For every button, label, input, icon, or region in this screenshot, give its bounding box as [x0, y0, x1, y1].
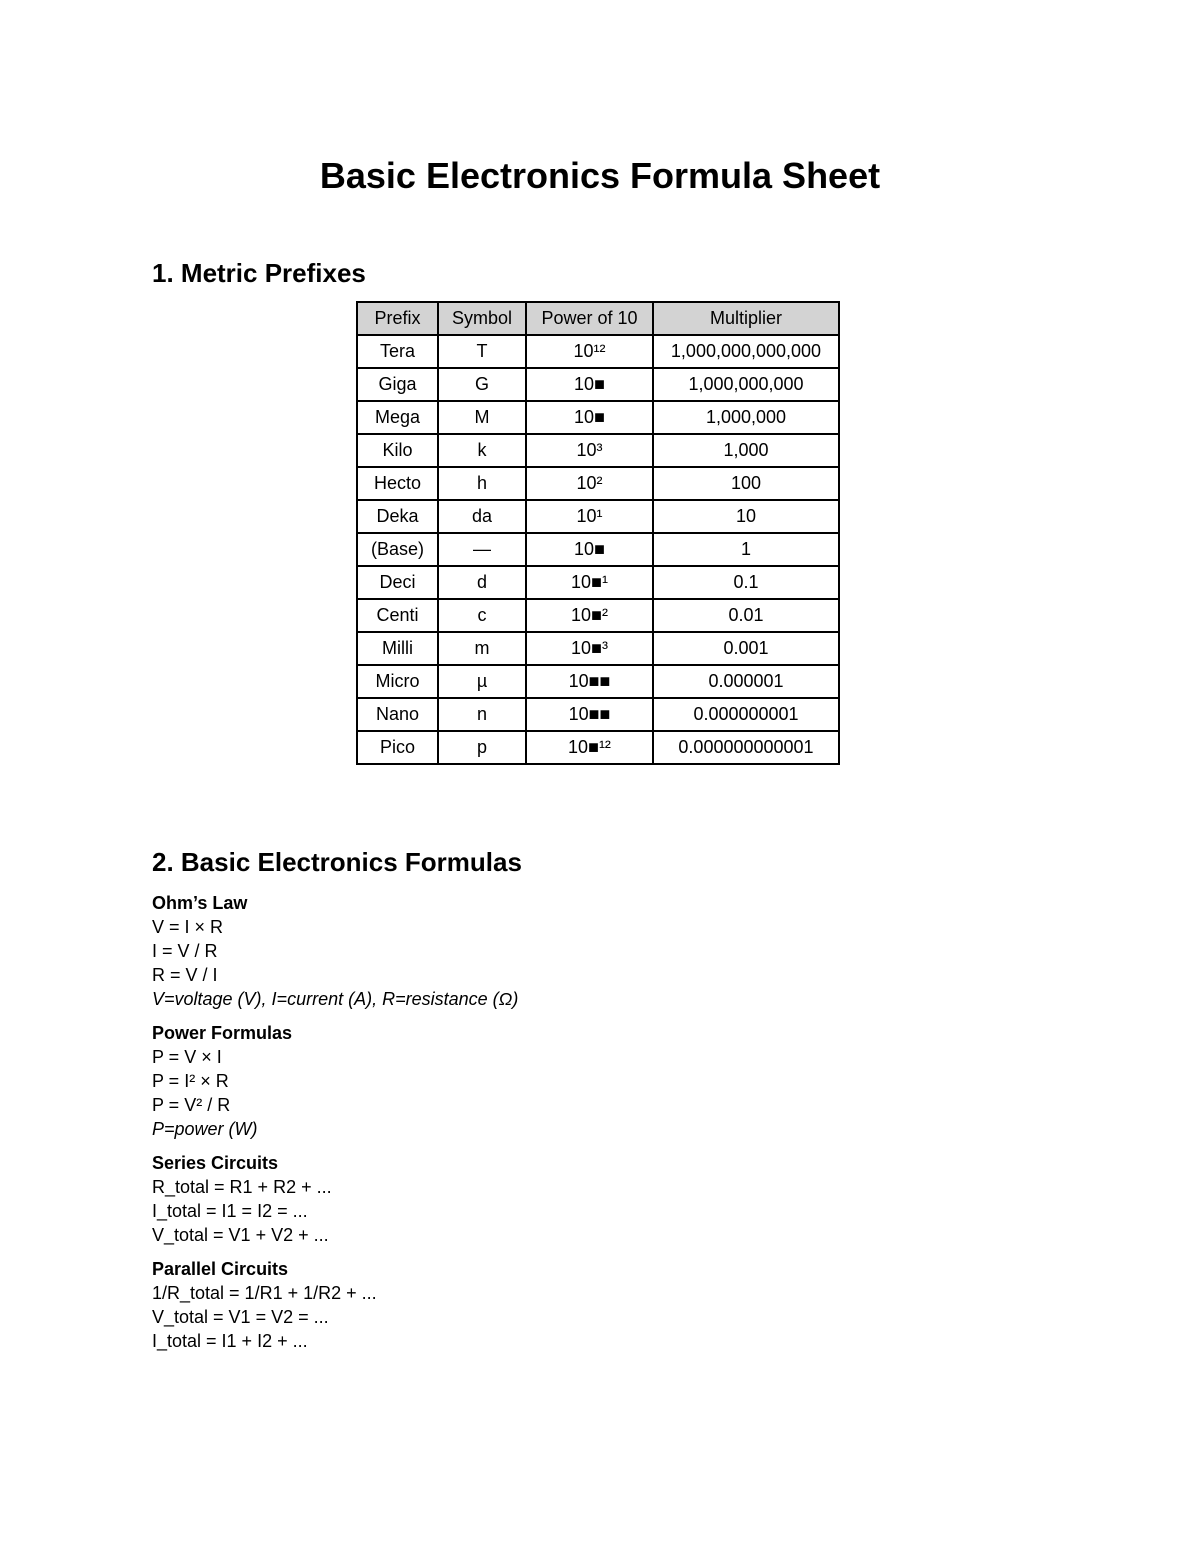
column-header-symbol: Symbol: [438, 302, 526, 335]
power-cell: 10■■: [526, 698, 653, 731]
multiplier-cell: 10: [653, 500, 839, 533]
formula-line: P = V² / R: [152, 1095, 231, 1115]
multiplier-cell: 0.000000000001: [653, 731, 839, 764]
power-cell: 10³: [526, 434, 653, 467]
prefix-cell: Giga: [357, 368, 438, 401]
table-row: [357, 731, 839, 764]
power-cell: 10■: [526, 533, 653, 566]
power-cell: 10■: [526, 368, 653, 401]
formula-group: [152, 891, 1052, 1011]
prefix-cell: Deci: [357, 566, 438, 599]
formula-line: V_total = V1 + V2 + ...: [152, 1225, 329, 1245]
column-header-multiplier: Multiplier: [653, 302, 839, 335]
formula-line: P = V × I: [152, 1047, 222, 1067]
power-cell: 10■³: [526, 632, 653, 665]
table-body: [357, 335, 839, 764]
multiplier-cell: 0.001: [653, 632, 839, 665]
prefix-cell: (Base): [357, 533, 438, 566]
power-cell: 10■¹: [526, 566, 653, 599]
table-row: [357, 533, 839, 566]
symbol-cell: d: [438, 566, 526, 599]
prefix-cell: Kilo: [357, 434, 438, 467]
prefix-cell: Deka: [357, 500, 438, 533]
section-heading-formulas: 2. Basic Electronics Formulas: [152, 847, 522, 877]
symbol-cell: n: [438, 698, 526, 731]
formula-line: I_total = I1 = I2 = ...: [152, 1201, 308, 1221]
formula-group-title: Power Formulas: [152, 1023, 293, 1043]
formula-line: I = V / R: [152, 941, 218, 961]
multiplier-cell: 1,000: [653, 434, 839, 467]
table-row: [357, 665, 839, 698]
multiplier-cell: 0.1: [653, 566, 839, 599]
table-header-row: [357, 302, 839, 335]
power-cell: 10²: [526, 467, 653, 500]
prefix-cell: Micro: [357, 665, 438, 698]
table-row: [357, 566, 839, 599]
symbol-cell: µ: [438, 665, 526, 698]
multiplier-cell: 1,000,000,000: [653, 368, 839, 401]
table-row: [357, 401, 839, 434]
table-row: [357, 467, 839, 500]
column-header-power: Power of 10: [526, 302, 653, 335]
prefix-cell: Hecto: [357, 467, 438, 500]
power-cell: 10■: [526, 401, 653, 434]
formula-line: V = I × R: [152, 917, 224, 937]
formula-groups: [152, 891, 1052, 1363]
metric-prefix-table: [356, 301, 840, 765]
formula-group-title: Series Circuits: [152, 1153, 279, 1173]
table-row: [357, 599, 839, 632]
multiplier-cell: 0.000000001: [653, 698, 839, 731]
formula-line: 1/R_total = 1/R1 + 1/R2 + ...: [152, 1283, 377, 1303]
formula-group: [152, 1257, 1052, 1353]
symbol-cell: T: [438, 335, 526, 368]
power-cell: 10¹: [526, 500, 653, 533]
power-cell: 10■²: [526, 599, 653, 632]
multiplier-cell: 0.01: [653, 599, 839, 632]
formula-group: [152, 1021, 1052, 1141]
prefix-cell: Milli: [357, 632, 438, 665]
table-row: [357, 698, 839, 731]
symbol-cell: k: [438, 434, 526, 467]
symbol-cell: da: [438, 500, 526, 533]
prefix-cell: Mega: [357, 401, 438, 434]
formula-group-title: Ohm’s Law: [152, 893, 248, 913]
formula-group-title: Parallel Circuits: [152, 1259, 289, 1279]
formula-line: I_total = I1 + I2 + ...: [152, 1331, 308, 1351]
symbol-cell: m: [438, 632, 526, 665]
formula-variable-note: V=voltage (V), I=current (A), R=resistance (Ω): [152, 989, 519, 1009]
multiplier-cell: 0.000001: [653, 665, 839, 698]
formula-line: R_total = R1 + R2 + ...: [152, 1177, 332, 1197]
symbol-cell: G: [438, 368, 526, 401]
formula-line: R = V / I: [152, 965, 218, 985]
symbol-cell: c: [438, 599, 526, 632]
table-row: [357, 434, 839, 467]
formula-group: [152, 1151, 1052, 1247]
table-row: [357, 500, 839, 533]
page-title: Basic Electronics Formula Sheet: [319, 155, 881, 196]
formula-variable-note: P=power (W): [152, 1119, 258, 1139]
multiplier-cell: 1,000,000,000,000: [653, 335, 839, 368]
multiplier-cell: 1: [653, 533, 839, 566]
power-cell: 10■■: [526, 665, 653, 698]
formula-line: V_total = V1 = V2 = ...: [152, 1307, 329, 1327]
power-cell: 10¹²: [526, 335, 653, 368]
prefix-cell: Nano: [357, 698, 438, 731]
formula-line: P = I² × R: [152, 1071, 229, 1091]
table-row: [357, 335, 839, 368]
prefix-cell: Centi: [357, 599, 438, 632]
symbol-cell: h: [438, 467, 526, 500]
symbol-cell: —: [438, 533, 526, 566]
multiplier-cell: 100: [653, 467, 839, 500]
section-heading-metric-prefixes: 1. Metric Prefixes: [152, 258, 366, 288]
multiplier-cell: 1,000,000: [653, 401, 839, 434]
column-header-prefix: Prefix: [357, 302, 438, 335]
power-cell: 10■¹²: [526, 731, 653, 764]
symbol-cell: p: [438, 731, 526, 764]
table-row: [357, 632, 839, 665]
prefix-cell: Pico: [357, 731, 438, 764]
prefix-cell: Tera: [357, 335, 438, 368]
symbol-cell: M: [438, 401, 526, 434]
table-row: [357, 368, 839, 401]
